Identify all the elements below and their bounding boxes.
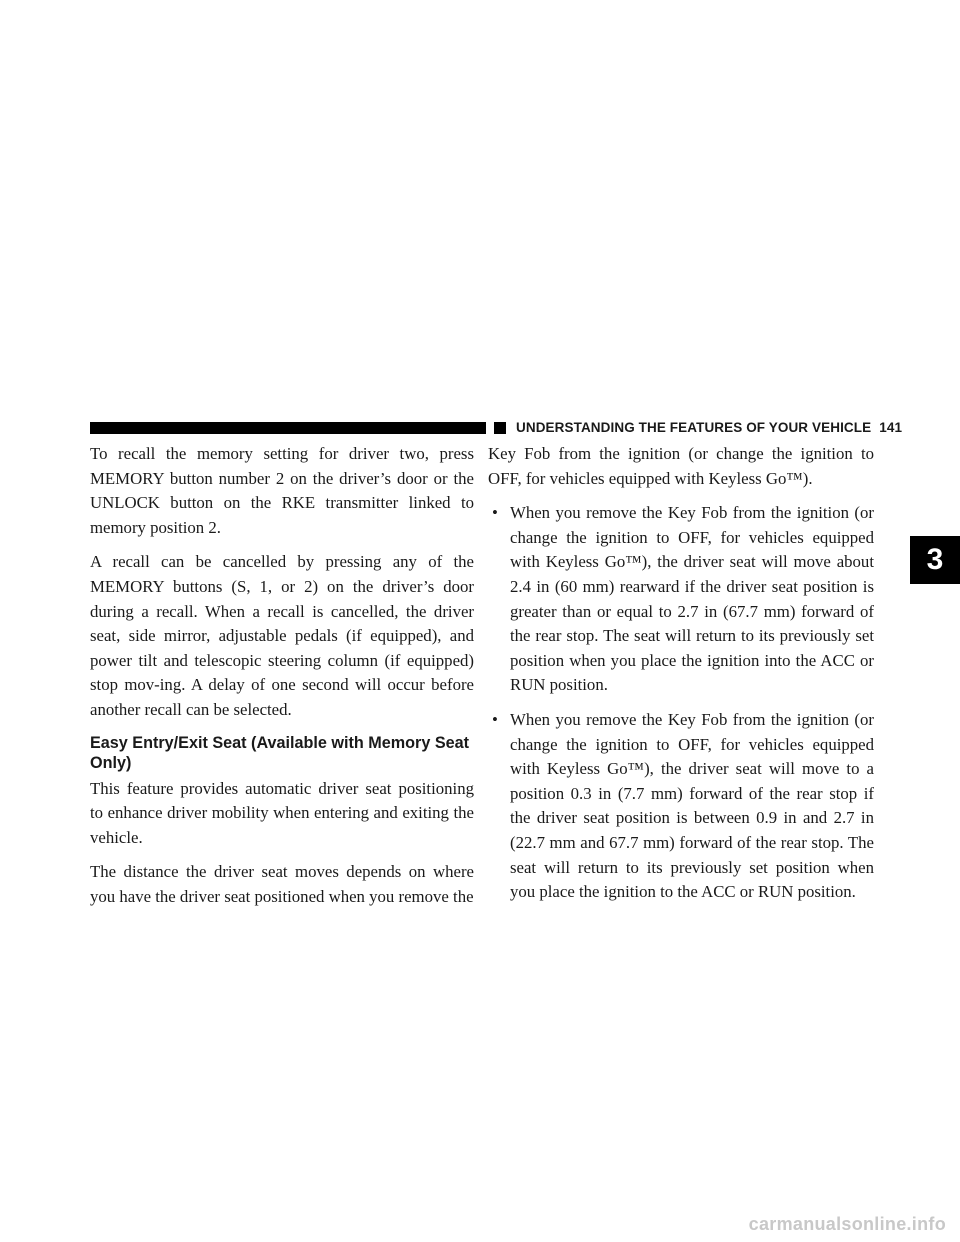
watermark: carmanualsonline.info	[748, 1214, 946, 1234]
header-square	[494, 422, 506, 434]
paragraph: Key Fob from the ignition (or change the ignition to OFF, for vehicles equipped with Keyless Go™).	[488, 444, 874, 488]
list-item	[488, 501, 874, 698]
bullet-list	[488, 501, 874, 905]
right-column	[488, 442, 874, 915]
section-heading: Easy Entry/Exit Seat (Available with Memory Seat Only)	[90, 733, 470, 772]
list-item	[488, 708, 874, 905]
paragraph: A recall can be cancelled by pressing any of the MEMORY buttons (S, 1, or 2) on the driver’s door during a recall. When a recall is cancelled, the driver seat, side mirror, adjustable pedals (if equipped), and power tilt and telescopic steering column (if equipped) stop mov-ing. A delay of one second will occur before another recall can be selected.	[90, 552, 474, 719]
page-number: 141	[879, 420, 903, 435]
bullet-icon: •	[492, 709, 498, 729]
chapter-tab: 3	[910, 536, 960, 584]
running-header	[516, 418, 903, 438]
bullet-icon: •	[492, 503, 498, 523]
section-title: UNDERSTANDING THE FEATURES OF YOUR VEHICLE	[516, 420, 872, 435]
paragraph: To recall the memory setting for driver two, press MEMORY button number 2 on the driver’s door or the UNLOCK button on the RKE transmitter linked to memory position 2.	[90, 444, 474, 537]
paragraph: This feature provides automatic driver seat positioning to enhance driver mobility when entering and exiting the vehicle.	[90, 778, 474, 847]
list-item-text: When you remove the Key Fob from the ignition (or change the ignition to OFF, for vehicles equipped with Keyless Go™), the driver seat will move to a position 0.3 in (7.7 mm) forward of the rear stop if the driver seat position is between 0.9 in and 2.7 in (22.7 mm and 67.7 mm) forward of the rear stop. The seat will return to its previously set position when you place the ignition to the ACC or RUN position.	[510, 709, 874, 902]
left-column	[90, 442, 474, 920]
list-item-text: When you remove the Key Fob from the ignition (or change the ignition to OFF, for vehicles equipped with Keyless Go™), the driver seat will move about 2.4 in (60 mm) rearward if the driver seat position is greater than or equal to 2.7 in (67.7 mm) forward of the rear stop. The seat will return to its previously set position when you place the ignition into the ACC or RUN position.	[510, 503, 874, 695]
paragraph: The distance the driver seat moves depends on where you have the driver seat positioned when you remove the	[90, 862, 474, 906]
header-rule	[90, 422, 486, 434]
